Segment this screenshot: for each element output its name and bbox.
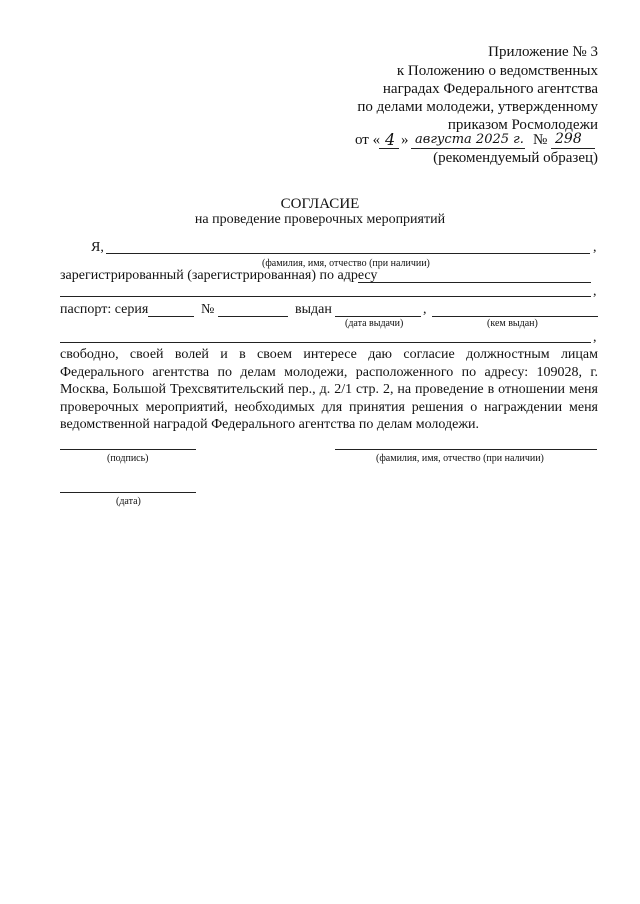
signature-caption: (подпись): [107, 453, 149, 464]
date-day: 4: [385, 130, 396, 149]
fio-input-line[interactable]: [106, 253, 590, 254]
address-input-line[interactable]: [358, 282, 591, 283]
fio-caption: (фамилия, имя, отчество (при наличии): [262, 258, 430, 269]
comma: ,: [593, 240, 597, 255]
passport-series-field[interactable]: [148, 316, 194, 317]
signer-fio-caption: (фамилия, имя, отчество (при наличии): [376, 453, 544, 464]
date-field[interactable]: [60, 492, 196, 493]
header-appendix-number: Приложение № 3: [488, 44, 598, 60]
registered-label: зарегистрированный (зарегистрированная) по адресу: [60, 268, 378, 283]
issue-date-caption: (дата выдачи): [345, 318, 404, 329]
issued-label: выдан: [295, 302, 332, 317]
date-month-year: августа 2025 г.: [415, 132, 524, 147]
number-label: №: [533, 132, 548, 148]
date-caption: (дата): [116, 496, 141, 507]
recommended-sample-note: (рекомендуемый образец): [433, 150, 598, 166]
comma: ,: [423, 302, 427, 317]
date-mid: »: [401, 132, 409, 148]
signer-fio-field[interactable]: [335, 449, 597, 450]
i-label: Я,: [91, 240, 104, 255]
consent-paragraph: свободно, своей волей и в своем интересе даю согласие должностным лицам Федерального агентства по делам молодежи, расположенного по адресу: 109028, г. Москва, Большой Трехсвятительский пер., д. 2/1 стр. 2, на проведение в отношении меня проверочных мероприятий, необходимых для принятия решения о награждении меня ведомственной наградой Федерального агентства по делам молодежи.: [60, 347, 598, 432]
issue-date-field[interactable]: [335, 316, 421, 317]
document-title: СОГЛАСИЕ: [280, 196, 360, 212]
passport-number-label: №: [201, 302, 215, 317]
comma: ,: [593, 284, 597, 299]
passport-number-field[interactable]: [218, 316, 288, 317]
issued-by-field-2[interactable]: [60, 342, 591, 343]
header-reference-line: наградах Федерального агентства: [382, 81, 598, 97]
header-reference-line: к Положению о ведомственных: [396, 63, 598, 79]
number-value: 298: [555, 131, 582, 147]
issued-by-caption: (кем выдан): [487, 318, 538, 329]
document-subtitle: на проведение проверочных мероприятий: [194, 212, 446, 227]
header-reference-line: по делами молодежи, утвержденному: [357, 99, 598, 115]
date-prefix: от «: [355, 132, 381, 148]
header-reference-line: приказом Росмолодежи: [447, 117, 598, 133]
issued-by-field[interactable]: [432, 316, 598, 317]
address-input-line-2[interactable]: [60, 296, 591, 297]
passport-series-label: паспорт: серия: [60, 302, 149, 317]
signature-field[interactable]: [60, 449, 196, 450]
comma: ,: [593, 330, 597, 345]
